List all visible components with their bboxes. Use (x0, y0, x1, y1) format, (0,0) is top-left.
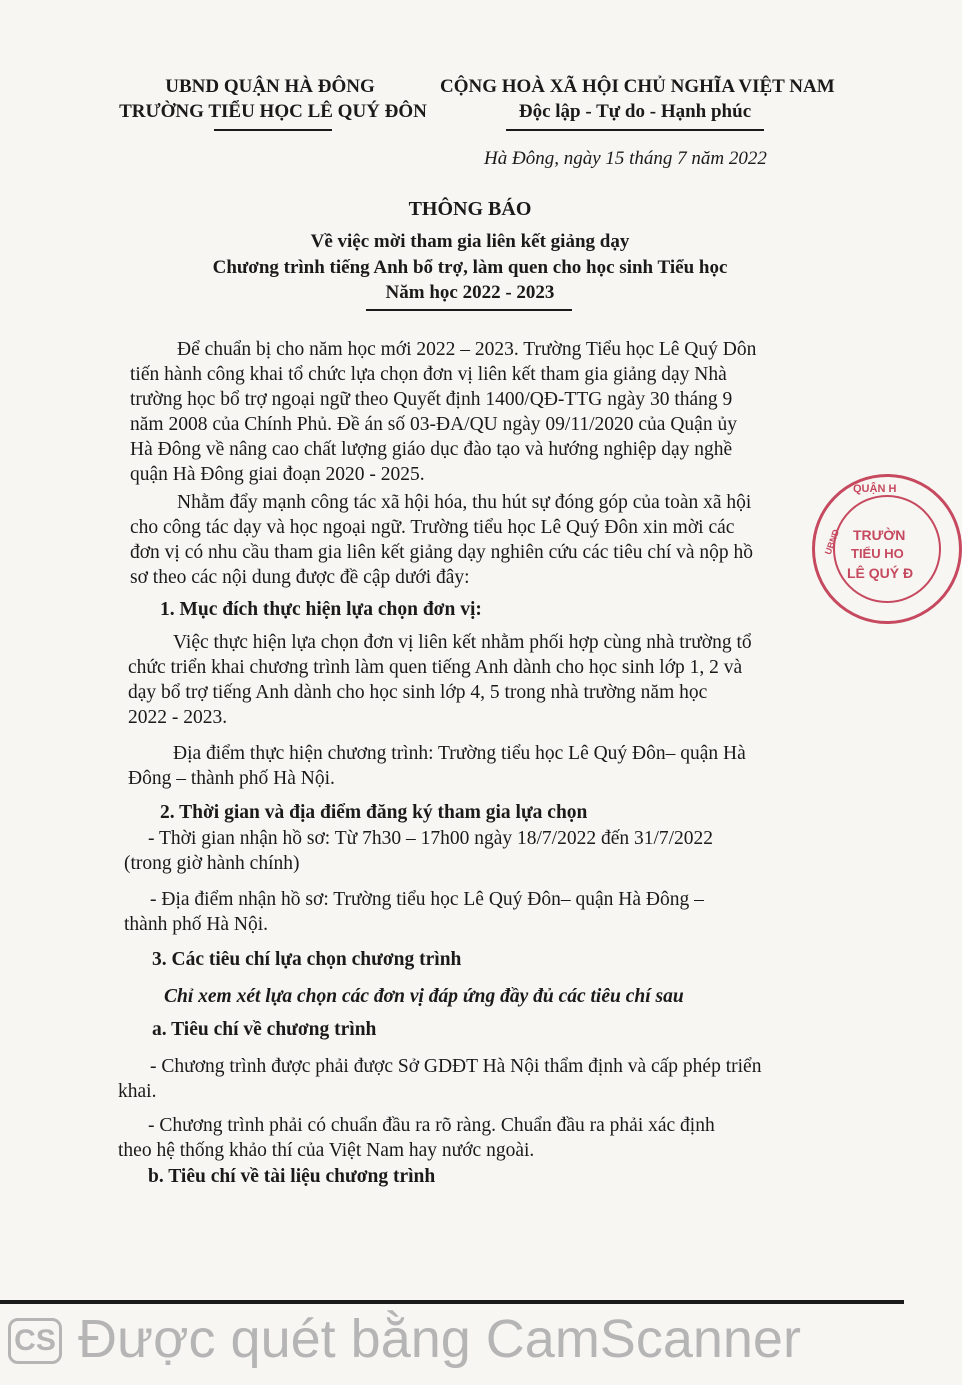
document-subtitle-3: Năm học 2022 - 2023 (385, 282, 555, 303)
seal-line-1: TRƯỜN (853, 527, 906, 543)
intro-p2-line: sơ theo các nội dung được đề cập dưới đây: (130, 567, 470, 588)
section-1-p1-line: chức triển khai chương trình làm quen tiếng Anh dành cho học sinh lớp 1, 2 và (128, 657, 743, 678)
section-1-p1-line: Việc thực hiện lựa chọn đơn vị liên kết nhằm phối hợp cùng nhà trường tổ (173, 632, 752, 653)
criteria-a-p2-line: theo hệ thống khảo thí của Việt Nam hay nước ngoài. (118, 1140, 535, 1161)
section-2-p1-line: (trong giờ hành chính) (124, 853, 300, 874)
intro-p1-line: quận Hà Đông giai đoạn 2020 - 2025. (130, 464, 425, 485)
section-3-subheading: Chỉ xem xét lựa chọn các đơn vị đáp ứng đầy đủ các tiêu chí sau (164, 986, 684, 1007)
criteria-a-p1-line: - Chương trình được phải được Sở GDĐT Hà Nội thẩm định và cấp phép triển (150, 1056, 762, 1077)
scan-edge-line (0, 1300, 904, 1304)
intro-p1-line: trường học bổ trợ ngoại ngữ theo Quyết định 1400/QĐ-TTG ngày 30 tháng 9 (130, 389, 733, 410)
intro-p2-line: đơn vị có nhu cầu tham gia liên kết giảng dạy nghiên cứu các tiêu chí và nộp hồ (130, 542, 754, 563)
title-underline (366, 309, 572, 311)
camscanner-watermark: Được quét bằng CamScanner (78, 1309, 801, 1369)
motto-underline (506, 129, 764, 131)
school-name-underline (214, 129, 332, 131)
criteria-a-p2-line: - Chương trình phải có chuẩn đầu ra rõ ràng. Chuẩn đầu ra phải xác định (148, 1115, 715, 1136)
section-2-p2-line: thành phố Hà Nội. (124, 914, 269, 935)
criteria-b-heading: b. Tiêu chí về tài liệu chương trình (148, 1166, 436, 1187)
criteria-a-heading: a. Tiêu chí về chương trình (152, 1019, 377, 1040)
section-1-p2-line: Đông – thành phố Hà Nội. (128, 768, 335, 789)
intro-p2-line: cho công tác dạy và học ngoại ngữ. Trường tiểu học Lê Quý Đôn xin mời các (130, 517, 735, 538)
section-1-p1-line: 2022 - 2023. (128, 707, 228, 728)
section-1-p2-line: Địa điểm thực hiện chương trình: Trường tiểu học Lê Quý Đôn– quận Hà (173, 743, 746, 764)
official-seal (812, 474, 962, 624)
motto: Độc lập - Tự do - Hạnh phúc (518, 101, 752, 122)
section-3-heading: 3. Các tiêu chí lựa chọn chương trình (152, 949, 462, 970)
intro-p1-line: tiến hành công khai tổ chức lựa chọn đơn vị liên kết tham gia giảng dạy Nhà (130, 364, 727, 385)
seal-line-3: LÊ QUÝ Đ (847, 565, 914, 581)
intro-p1-line: Hà Đông về nâng cao chất lượng giáo dục đào tạo và hướng nghiệp dạy nghề (130, 439, 733, 460)
district-name: UBND QUẬN HÀ ĐÔNG (165, 76, 375, 97)
seal-arc-text: QUẬN H (853, 483, 897, 495)
section-1-heading: 1. Mục đích thực hiện lựa chọn đơn vị: (160, 599, 482, 620)
document-date: Hà Đông, ngày 15 tháng 7 năm 2022 (484, 148, 767, 169)
document-title: THÔNG BÁO (408, 198, 532, 220)
section-2-p2-line: - Địa điểm nhận hồ sơ: Trường tiểu học Lê Quý Đôn– quận Hà Đông – (150, 889, 704, 910)
camscanner-logo-icon: CS (8, 1318, 62, 1364)
intro-p1-line: năm 2008 của Chính Phủ. Đề án số 03-ĐA/QU ngày 09/11/2020 của Quận ủy (130, 414, 737, 435)
school-name: TRƯỜNG TIỂU HỌC LÊ QUÝ ĐÔN (119, 101, 427, 122)
section-2-heading: 2. Thời gian và địa điểm đăng ký tham gia lựa chọn (160, 802, 588, 823)
country-name: CỘNG HOÀ XÃ HỘI CHỦ NGHĨA VIỆT NAM (440, 76, 835, 97)
document-subtitle-1: Về việc mời tham gia liên kết giảng dạy (310, 231, 630, 252)
intro-p1-line: Để chuẩn bị cho năm học mới 2022 – 2023. Trường Tiểu học Lê Quý Dôn (177, 339, 757, 360)
intro-p2-line: Nhằm đẩy mạnh công tác xã hội hóa, thu hút sự đóng góp của toàn xã hội (177, 492, 752, 513)
section-2-p1-line: - Thời gian nhận hồ sơ: Từ 7h30 – 17h00 ngày 18/7/2022 đến 31/7/2022 (148, 828, 714, 849)
document-subtitle-2: Chương trình tiếng Anh bổ trợ, làm quen cho học sinh Tiểu học (212, 257, 728, 278)
seal-line-2: TIỂU HO (851, 546, 904, 561)
criteria-a-p1-line: khai. (118, 1081, 157, 1102)
section-1-p1-line: dạy bổ trợ tiếng Anh dành cho học sinh lớp 4, 5 trong nhà trường năm học (128, 682, 708, 703)
seal-side-text: UBND (822, 528, 842, 556)
